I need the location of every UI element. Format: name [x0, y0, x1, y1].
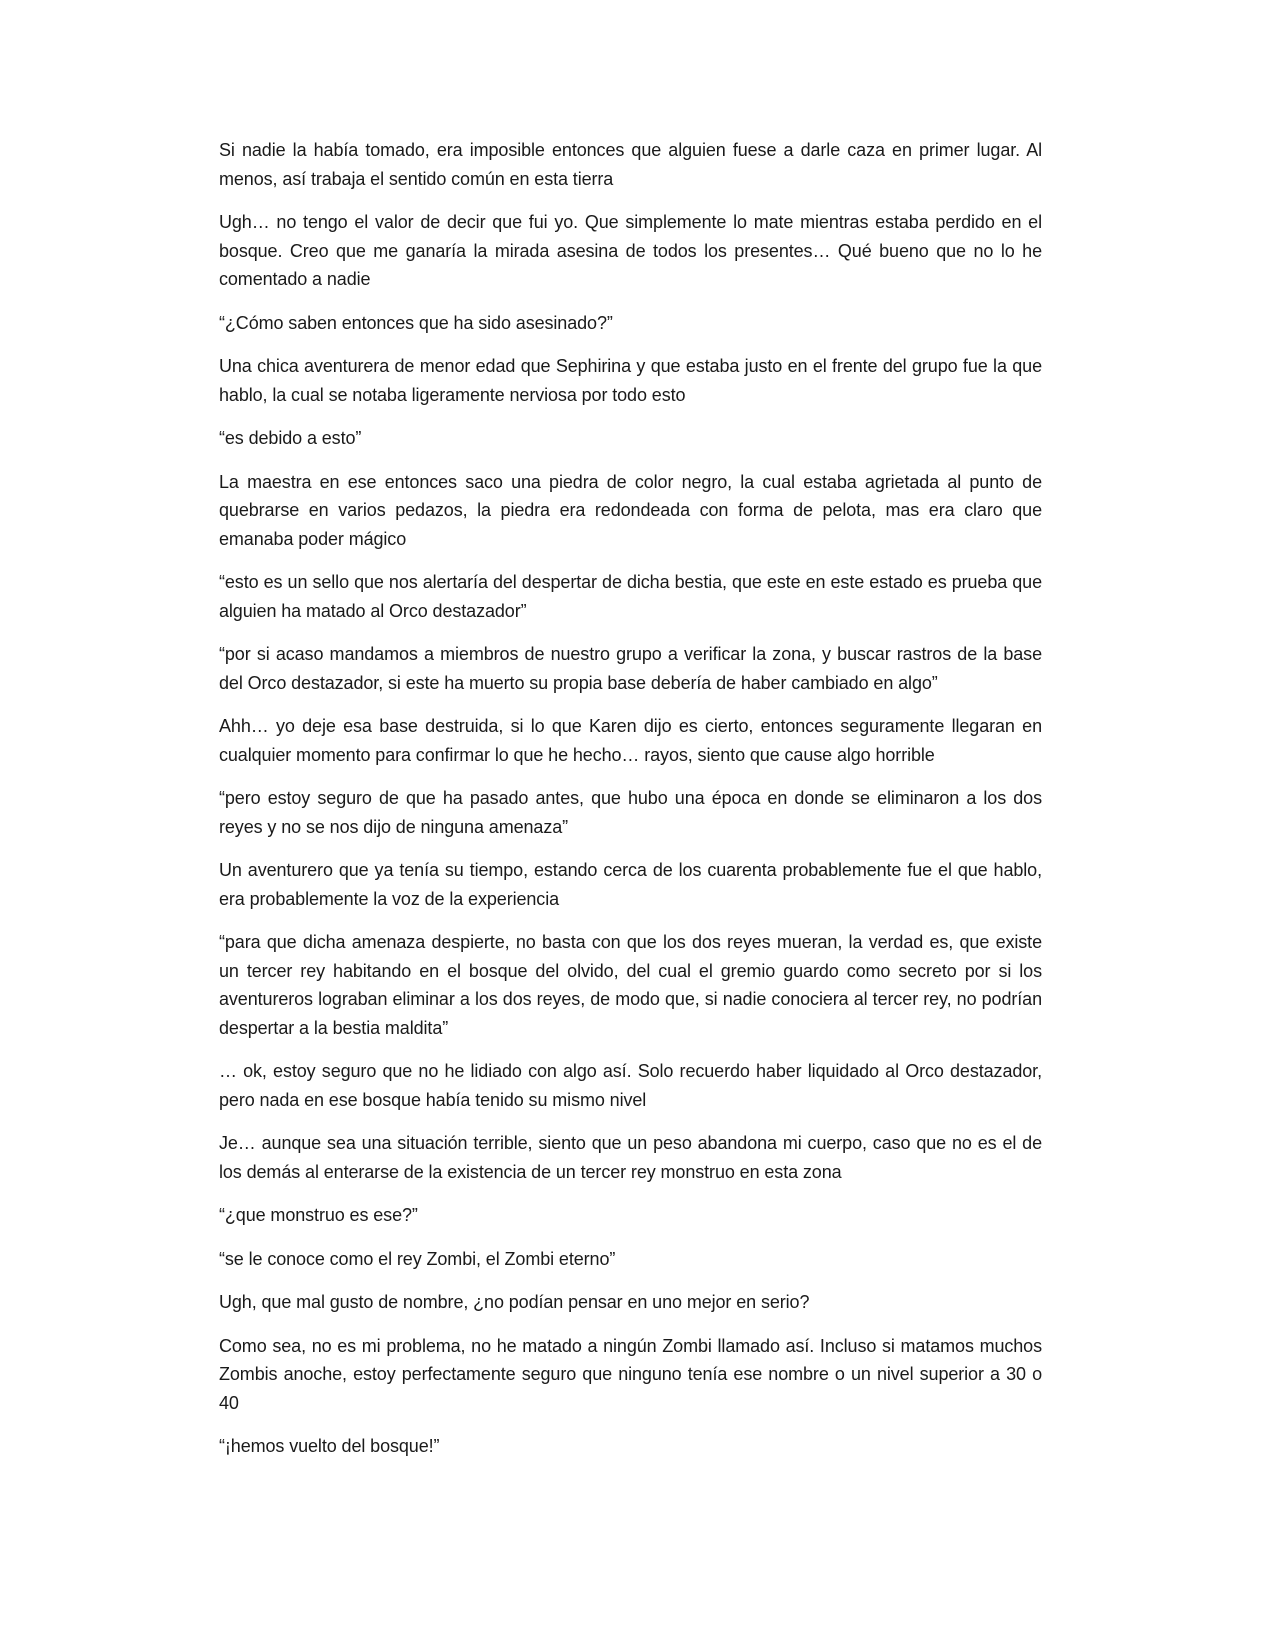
paragraph: Ahh… yo deje esa base destruida, si lo que Karen dijo es cierto, entonces seguramente llegaran en cualquier momento para confirmar lo que he hecho… rayos, siento que cause algo horrible	[219, 716, 1042, 765]
paragraph: “se le conoce como el rey Zombi, el Zombi eterno”	[219, 1248, 616, 1269]
paragraph: … ok, estoy seguro que no he lidiado con algo así. Solo recuerdo haber liquidado al Orco destazador, pero nada en ese bosque había tenido su mismo nivel	[219, 1061, 1042, 1110]
paragraph: Un aventurero que ya tenía su tiempo, estando cerca de los cuarenta probablemente fue el que hablo, era probablemente la voz de la experiencia	[219, 860, 1042, 909]
paragraph: Como sea, no es mi problema, no he matado a ningún Zombi llamado así. Incluso si matamos muchos Zombis anoche, estoy perfectamente seguro que ninguno tenía ese nombre o un nivel superior a 30 o 40	[219, 1335, 1042, 1413]
paragraph: Una chica aventurera de menor edad que Sephirina y que estaba justo en el frente del grupo fue la que hablo, la cual se notaba ligeramente nerviosa por todo esto	[219, 356, 1042, 405]
paragraph: “para que dicha amenaza despierte, no basta con que los dos reyes mueran, la verdad es, que existe un tercer rey habitando en el bosque del olvido, del cual el gremio guardo como secreto por si los aventureros lograban eliminar a los dos reyes, de modo que, si nadie conociera al tercer rey, no podrían despertar a la bestia maldita”	[219, 932, 1042, 1038]
paragraph: Ugh, que mal gusto de nombre, ¿no podían pensar en uno mejor en serio?	[219, 1292, 810, 1312]
text-column	[219, 136, 1042, 1476]
paragraph: “¿Cómo saben entonces que ha sido asesinado?”	[219, 312, 613, 333]
paragraph: Si nadie la había tomado, era imposible entonces que alguien fuese a darle caza en primer lugar. Al menos, así trabaja el sentido común en esta tierra	[219, 140, 1042, 189]
paragraph: “es debido a esto”	[219, 428, 362, 448]
paragraph: “¡hemos vuelto del bosque!”	[219, 1436, 440, 1456]
paragraph: La maestra en ese entonces saco una piedra de color negro, la cual estaba agrietada al punto de quebrarse en varios pedazos, la piedra era redondeada con forma de pelota, mas era claro que emanaba poder mágico	[219, 471, 1042, 549]
paragraph: Ugh… no tengo el valor de decir que fui yo. Que simplemente lo mate mientras estaba perdido en el bosque. Creo que me ganaría la mirada asesina de todos los presentes… Qué bueno que no lo he comentado a nadie	[219, 212, 1042, 289]
paragraph: “¿que monstruo es ese?”	[219, 1205, 418, 1225]
paragraph: “por si acaso mandamos a miembros de nuestro grupo a verificar la zona, y buscar rastros de la base del Orco destazador, si este ha muerto su propia base debería de haber cambiado en algo”	[219, 644, 1042, 693]
paragraph: “esto es un sello que nos alertaría del despertar de dicha bestia, que este en este estado es prueba que alguien ha matado al Orco destazador”	[219, 572, 1042, 621]
paragraph: Je… aunque sea una situación terrible, siento que un peso abandona mi cuerpo, caso que no es el de los demás al enterarse de la existencia de un tercer rey monstruo en esta zona	[219, 1133, 1042, 1182]
paragraph: “pero estoy seguro de que ha pasado antes, que hubo una época en donde se eliminaron a los dos reyes y no se nos dijo de ninguna amenaza”	[219, 788, 1042, 837]
